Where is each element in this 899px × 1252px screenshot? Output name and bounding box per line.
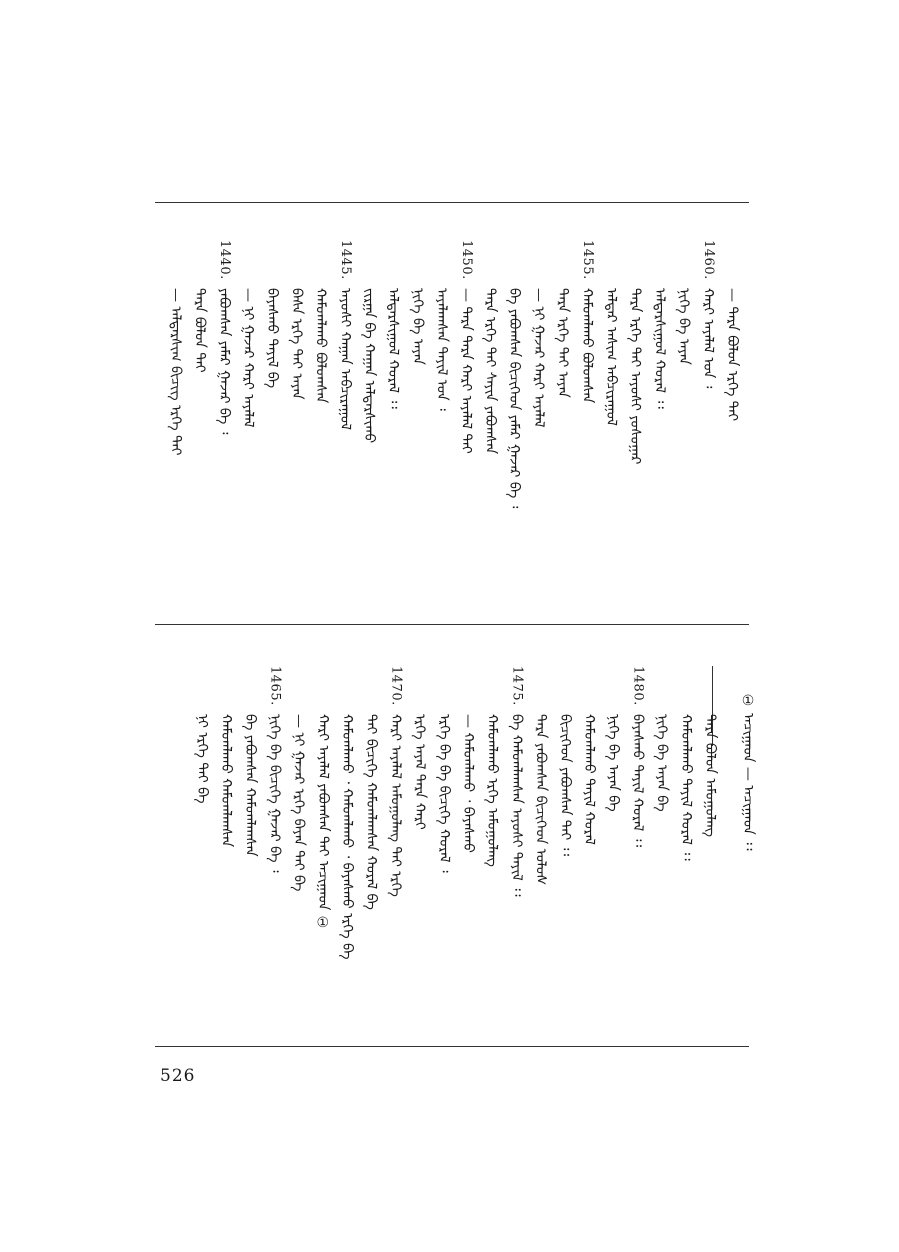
- line-number: [531, 666, 551, 710]
- verse-line: [528, 240, 548, 610]
- verse-line: [625, 240, 645, 610]
- verse-text: ᠶᠠᠪᠤᠭᠰᠠᠨ ᠶᠠᠮᠠᠷ ᠭᠠᠵᠠᠷ ᠪᠠ ᠄: [215, 288, 232, 435]
- verse-line: [676, 666, 696, 1036]
- footnote-text: ᠠᠴᠢᠭᠠᠳ — ᠠᠴᠢᠭᠠᠳ ᠄᠄: [740, 713, 756, 851]
- verse-line: [410, 666, 430, 1036]
- verse-text: ᠠᠯᠳᠠᠷ ᠠᠰᠢᠭ ᠠᠪᠴᠢᠷᠠᠭᠤᠯ: [603, 288, 619, 426]
- verse-line: [698, 240, 718, 610]
- line-number: 1465.: [267, 666, 283, 706]
- verse-line: [190, 240, 210, 610]
- line-number: [262, 240, 282, 284]
- verse-text: ᠠᠶᠤᠰᠢ ᠬᠠᠭᠠᠨ ᠠᠪᠴᠢᠷᠠᠭᠤᠯ: [336, 288, 353, 431]
- line-number: [458, 666, 478, 710]
- line-number: [555, 666, 575, 710]
- verse-line: [262, 240, 282, 610]
- line-number: [192, 666, 212, 710]
- line-number: 1440.: [216, 240, 232, 280]
- verse-text: ᠪᠠ ᠶᠠᠪᠤᠭᠰᠠᠨ ᠪᠢᠴᠢᠭᠡᠳ ᠶᠠᠮᠠᠷ ᠭᠠᠵᠠᠷ ᠪᠠ ᠄: [506, 288, 523, 509]
- line-number: 1480.: [630, 666, 646, 706]
- line-number: [434, 666, 454, 710]
- verse-line: [214, 240, 234, 610]
- line-number: [286, 240, 306, 284]
- verse-line: [531, 666, 551, 1036]
- line-number: [240, 666, 260, 710]
- verse-line: [458, 666, 478, 1036]
- line-number: [700, 666, 720, 710]
- verse-line: [456, 240, 476, 610]
- verse-text: ᠪᠠᠰᠠ ᠡᠷᠬᠡ ᠲᠠᠢ ᠠᠶᠠᠨ: [288, 288, 305, 400]
- verse-text: ᠨᠢᠭᠡ ᠪᠡ ᠠᠶᠠᠨ: [675, 288, 692, 365]
- line-number: [482, 666, 502, 710]
- line-number: [579, 666, 599, 710]
- verse-line: [192, 666, 212, 1036]
- verse-line: [311, 240, 331, 610]
- line-number: [313, 666, 333, 710]
- verse-line: [627, 666, 647, 1036]
- line-number: 1450.: [458, 240, 474, 280]
- verse-text: ᠲᠡᠷᠡ ᠪᠣᠯᠤᠨ ᠠᠮᠤᠭᠤᠯᠠᠩ: [702, 714, 718, 838]
- line-number: [603, 666, 623, 710]
- verse-line: [553, 240, 573, 610]
- verse-text: ᠲᠡᠷᠡ ᠡᠷᠬᠡ ᠲᠠᠢ ᠠᠶᠤᠰᠢ ᠶᠣᠰᠣᠭᠠᠷ: [627, 288, 644, 465]
- line-number: 1460.: [700, 240, 716, 280]
- line-number: [165, 240, 185, 284]
- verse-text: — ᠠᠯᠳᠠᠷᠰᠢᠭ ᠪᠢᠴᠢᠭ ᠡᠷᠬᠡ ᠲᠠᠢ: [167, 288, 184, 456]
- verse-line: [579, 666, 599, 1036]
- verse-line: [407, 240, 427, 610]
- footnote: [736, 693, 758, 893]
- line-number: [407, 240, 427, 284]
- line-number: [722, 240, 742, 284]
- line-number: 1445.: [337, 240, 353, 280]
- verse-line: [434, 666, 454, 1036]
- line-number: [216, 666, 236, 710]
- verse-line: [601, 240, 621, 610]
- verse-text: — ᠬᠠᠮᠤᠭᠯᠠᠬᠤ ᠂ ᠪᠠᠶᠠᠰᠬᠤ: [460, 714, 476, 853]
- verse-text: ᠬᠠᠮᠤᠭᠯᠠᠬᠤ ᠡᠷᠬᠡ ᠠᠮᠤᠭᠤᠯᠠᠩ: [484, 714, 501, 867]
- line-number: [601, 240, 621, 284]
- verse-line: [482, 666, 502, 1036]
- line-number: [238, 240, 258, 284]
- line-number: [289, 666, 309, 710]
- verse-line: [383, 240, 403, 610]
- line-number: [410, 666, 430, 710]
- line-number: [359, 240, 379, 284]
- verse-text: ᠬᠠᠮᠤᠭᠯᠠᠬᠤ ᠲᠠᠶᠢᠯ ᠬᠤᠷᠠᠯ ᠄᠄: [677, 714, 694, 861]
- line-number: 1455.: [579, 240, 595, 280]
- verse-text: — ᠨᠢ ᠭᠠᠵᠠᠷ ᠬᠠᠷᠢ ᠠᠶᠠᠯᠠᠯ: [530, 288, 547, 428]
- verse-text: ᠲᠡᠷᠡ ᠶᠠᠪᠤᠭᠰᠠᠨ ᠪᠢᠴᠢᠭᠡᠳ ᠤᠯᠤᠰ: [532, 714, 549, 886]
- verse-text: ᠲᠡᠷᠡ ᠡᠷᠬᠡ ᠲᠠᠢ ᠠᠶᠠᠨ: [554, 288, 571, 398]
- verse-line: [555, 666, 575, 1036]
- line-number: [649, 240, 669, 284]
- verse-text: — ᠲᠡᠷᠡ ᠲᠡᠷᠡ ᠬᠠᠷᠢ ᠠᠶᠠᠯᠠᠯ ᠲᠠᠢ: [457, 288, 474, 454]
- verse-text: ᠬᠠᠮᠤᠭᠯᠠᠬᠤ ᠪᠣᠯᠤᠭᠰᠠᠨ: [578, 288, 595, 404]
- middle-rule: [155, 624, 749, 625]
- page-number: 526: [160, 1066, 196, 1086]
- verse-line: [722, 240, 742, 610]
- verse-text: ᠪᠠ ᠬᠠᠮᠤᠭᠯᠠᠭᠰᠠᠨ ᠠᠶᠤᠰᠢ ᠲᠠᠶᠢᠯ ᠄᠄: [508, 714, 525, 897]
- verse-line: [506, 666, 526, 1036]
- verse-text: ᠪᠠ ᠶᠠᠪᠤᠭᠰᠠᠨ ᠬᠠᠮᠤᠭᠯᠠᠭᠰᠠᠨ: [242, 714, 259, 857]
- verse-text: ᠨᠢᠭᠡ ᠪᠡ ᠪᠢᠴᠢᠭᠡ ᠭᠠᠵᠠᠷ ᠪᠠ ᠄: [266, 714, 283, 873]
- verse-line: [652, 666, 672, 1036]
- verse-line: [313, 666, 333, 1036]
- line-number: [528, 240, 548, 284]
- verse-text: ᠠᠯᠳᠠᠷᠰᠢᠭᠤᠯ ᠬᠤᠷᠠᠯ ᠄᠄: [385, 288, 402, 409]
- verse-line: [165, 240, 185, 610]
- lower-verse-block: [160, 666, 720, 1036]
- verse-text: ᠨᠢᠭᠡ ᠪᠡ ᠠᠶᠠᠨ ᠪᠠ: [653, 714, 670, 812]
- verse-text: — ᠲᠡᠷᠡ ᠪᠣᠯᠤᠨ ᠡᠷᠬᠡ ᠲᠠᠢ: [724, 288, 740, 422]
- verse-text: ᠨᠢᠭᠡ ᠪᠡ ᠠᠶᠠᠨ ᠪᠠ: [605, 714, 622, 812]
- line-number: 1470.: [388, 666, 404, 706]
- line-number: [383, 240, 403, 284]
- verse-line: [264, 666, 284, 1036]
- verse-text: ᠠᠶᠠᠯᠠᠭᠰᠠᠨ ᠲᠠᠶᠢᠯ ᠤᠨ ᠄: [433, 288, 450, 411]
- verse-text: ᠪᠢᠴᠢᠭᠡᠳ ᠶᠠᠪᠤᠭᠰᠠᠨ ᠲᠠᠢ ᠄᠄: [556, 714, 573, 856]
- verse-line: [335, 240, 355, 610]
- verse-line: [577, 240, 597, 610]
- verse-text: ᠵᠢᠷᠭᠠ ᠪᠠ ᠬᠠᠭᠠᠨ ᠠᠯᠳᠠᠷᠰᠢᠬᠤ: [361, 288, 377, 444]
- verse-text: ᠬᠠᠷᠢ ᠠᠶᠠᠯᠠᠯ ᠠᠮᠤᠭᠤᠯᠠᠩ ᠲᠠᠢ ᠡᠷᠬᠡ: [387, 714, 404, 897]
- verse-line: [289, 666, 309, 1036]
- verse-text: ᠲᠡᠷᠡ ᠪᠣᠯᠤᠨ ᠲᠠᠢ: [191, 288, 208, 373]
- upper-verse-block: [160, 240, 750, 610]
- verse-line: [674, 240, 694, 610]
- verse-text: ᠠᠯᠳᠠᠷᠰᠢᠭᠤᠯ ᠬᠤᠷᠠᠯ ᠄᠄: [651, 288, 668, 409]
- line-number: [432, 240, 452, 284]
- verse-text: ᠪᠠᠶᠠᠰᠬᠤ ᠲᠠᠶᠢᠯ ᠬᠤᠷᠠᠯ ᠄᠄: [629, 714, 646, 848]
- verse-text: ᠡᠷᠬᠡ ᠠᠶᠠᠯ ᠲᠡᠷᠡ ᠬᠠᠷᠢ: [411, 714, 428, 830]
- verse-line: [385, 666, 405, 1036]
- verse-text: — ᠨᠢ ᠭᠠᠵᠠᠷ ᠡᠷᠬᠡ ᠪᠠᠶᠠᠨ ᠲᠠᠢ ᠪᠠ: [290, 714, 307, 892]
- verse-text: ᠬᠠᠷᠢ ᠠᠶᠠᠯᠠᠯ ᠤᠨ ᠄: [699, 288, 716, 389]
- verse-text: ᠬᠠᠮᠤᠭᠯᠠᠬᠤ ᠬᠠᠮᠤᠭᠯᠠᠭᠰᠠᠨ: [218, 714, 234, 848]
- verse-line: [359, 240, 379, 610]
- top-rule: [155, 202, 749, 203]
- line-number: [652, 666, 672, 710]
- line-number: [504, 240, 524, 284]
- line-number: [311, 240, 331, 284]
- verse-line: [337, 666, 357, 1036]
- verse-text: ᠡᠷᠬᠡ ᠪᠡ ᠪᠠ ᠪᠢᠴᠢᠭᠡ ᠬᠤᠷᠠᠯ ᠄: [435, 714, 452, 873]
- line-number: [361, 666, 381, 710]
- line-number: [625, 240, 645, 284]
- verse-line: [286, 240, 306, 610]
- verse-text: ᠨᠢ ᠡᠷᠬᠡ ᠲᠠᠢ ᠪᠠ: [193, 714, 210, 804]
- verse-line: [238, 240, 258, 610]
- verse-line: [649, 240, 669, 610]
- line-number: [190, 240, 210, 284]
- line-number: [480, 240, 500, 284]
- line-number: 1475.: [509, 666, 525, 706]
- bottom-rule: [155, 1046, 749, 1047]
- verse-text: ᠪᠠᠶᠠᠰᠬᠤ ᠲᠠᠶᠢᠯ ᠪᠡ: [264, 288, 281, 389]
- line-number: [337, 666, 357, 710]
- verse-line: [361, 666, 381, 1036]
- line-number: [676, 666, 696, 710]
- verse-text: — ᠨᠢ ᠭᠠᠵᠠᠷ ᠬᠠᠷᠢ ᠠᠶᠠᠯᠠᠯ: [240, 288, 256, 428]
- verse-line: [603, 666, 623, 1036]
- verse-text: ᠬᠠᠷᠢ ᠠᠶᠠᠯᠠᠯ ᠶᠠᠪᠤᠭᠰᠠᠨ ᠲᠠᠢ ᠠᠴᠢᠭᠠᠳ ①: [314, 714, 331, 931]
- line-number: [553, 240, 573, 284]
- line-number: [674, 240, 694, 284]
- verse-text: ᠬᠠᠮᠤᠭᠯᠠᠬᠤ ᠲᠠᠶᠢᠯ ᠬᠤᠷᠠᠯ: [581, 714, 597, 845]
- verse-line: [504, 240, 524, 610]
- verse-line: [480, 240, 500, 610]
- verse-text: ᠲᠡᠷᠡ ᠡᠷᠬᠡ ᠲᠠᠢ ᠰᠠᠶᠢᠨ ᠶᠠᠪᠤᠭᠰᠠᠨ: [482, 288, 498, 455]
- verse-text: ᠲᠠᠢ ᠪᠢᠴᠢᠭᠡ ᠬᠠᠮᠤᠭᠯᠠᠭᠰᠠᠨ ᠬᠤᠷᠠᠯ ᠪᠠ: [363, 714, 380, 910]
- verse-text: ᠨᠢᠭᠡ ᠪᠡ ᠠᠶᠠᠨ: [409, 288, 426, 365]
- verse-line: [432, 240, 452, 610]
- verse-text: ᠬᠠᠮᠤᠭᠯᠠᠬᠤ ᠂ ᠬᠠᠮᠤᠭᠯᠠᠬᠤ ᠂ ᠪᠠᠶᠠᠰᠬᠤ ᠡᠷᠬᠡ ᠪᠡ: [339, 714, 355, 960]
- verse-line: [700, 666, 720, 1036]
- footnote-marker: ①: [740, 693, 756, 709]
- verse-text: ᠬᠠᠮᠤᠭᠯᠠᠬᠤ ᠪᠣᠯᠤᠭᠰᠠᠨ: [312, 288, 329, 404]
- verse-line: [216, 666, 236, 1036]
- verse-line: [240, 666, 260, 1036]
